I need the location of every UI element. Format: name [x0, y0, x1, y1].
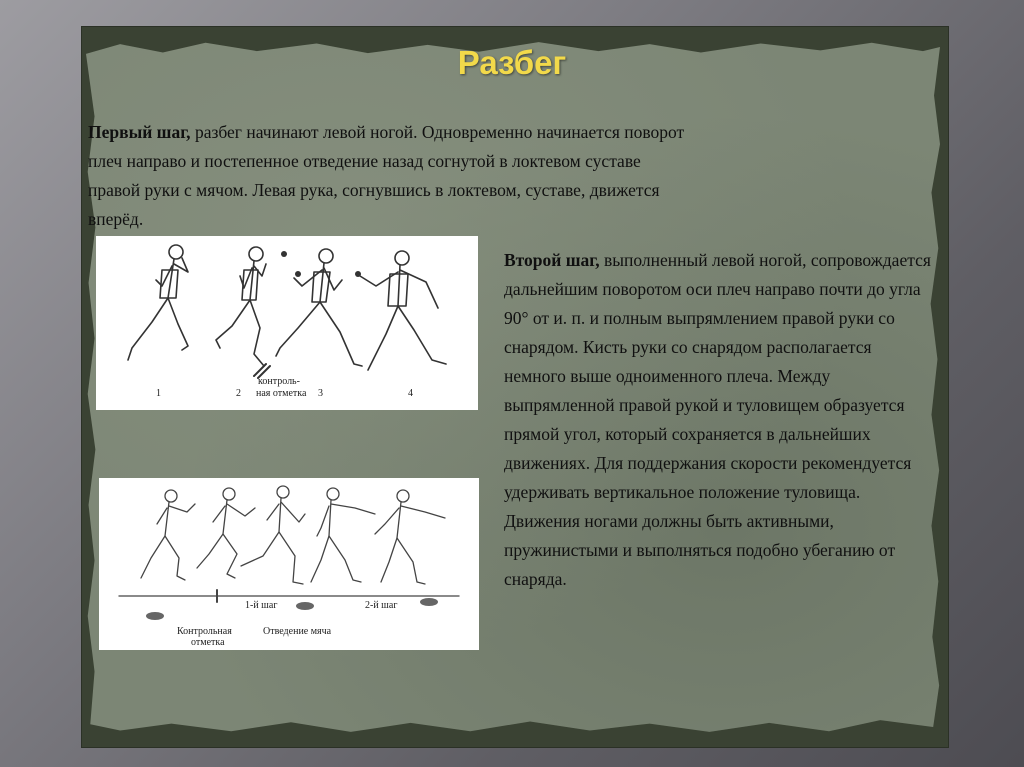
figure-number-3: 3 [318, 388, 323, 399]
runner-figure-1 [128, 245, 188, 360]
runner-step-5 [375, 490, 445, 584]
ball-icon [281, 251, 287, 257]
figure-number-2: 2 [236, 388, 241, 399]
figure-number-1: 1 [156, 388, 161, 399]
steps-drawing [99, 478, 479, 650]
step1-label: 1-й шаг [245, 600, 278, 611]
second-step-text: выполненный левой ногой, сопровождается дальнейшим поворотом оси плеч направо почти до угла 90° от и. п. и полным выпрямлением правой руки со снарядом. Кисть руки со снарядом располагается немного выше одноименного плеча. Между выпрямленной правой рукой и туловищем образуется прямой угол, который сохраняется в дальнейших движениях. Для поддержания скорости рекомендуется удерживать вертикальное положение туловища. Движения ногами должны быть активными, пружинистыми и выполняться подобно убеганию от снаряда. [504, 250, 931, 589]
runner-figure-3 [276, 249, 362, 366]
figure-steps-sequence [99, 478, 479, 650]
first-step-text: разбег начинают левой ногой. Одновременно начинается поворот плеч направо и постепенное отведение назад согнутой в локтевом суставе правой руки с мячом. Левая рука, согнувшись в локтевом, суставе, движется вперёд. [88, 122, 685, 229]
paragraph-first-step [88, 118, 688, 234]
control-label-line2: отметка [191, 637, 225, 648]
runner-step-2 [197, 488, 255, 578]
step2-label: 2-й шаг [365, 600, 398, 611]
figure-number-4: 4 [408, 388, 413, 399]
runner-figure-4 [360, 251, 446, 370]
runner-step-4 [311, 488, 375, 582]
first-step-heading: Первый шаг, [88, 122, 191, 142]
control-label-line1: Контрольная [177, 626, 232, 637]
second-step-heading: Второй шаг, [504, 250, 600, 270]
runner-figure-2 [216, 247, 266, 366]
control-mark-label-line2: ная отметка [256, 388, 307, 399]
figure-run-up-phases [96, 236, 478, 410]
control-mark-label-line1: контроль- [258, 376, 300, 387]
paragraph-second-step [504, 246, 934, 594]
release-label: Отведение мяча [263, 626, 332, 637]
slide-title: Разбег [457, 44, 567, 81]
run-up-drawing [96, 236, 478, 410]
runner-step-3 [241, 486, 305, 584]
runner-step-1 [141, 490, 195, 580]
